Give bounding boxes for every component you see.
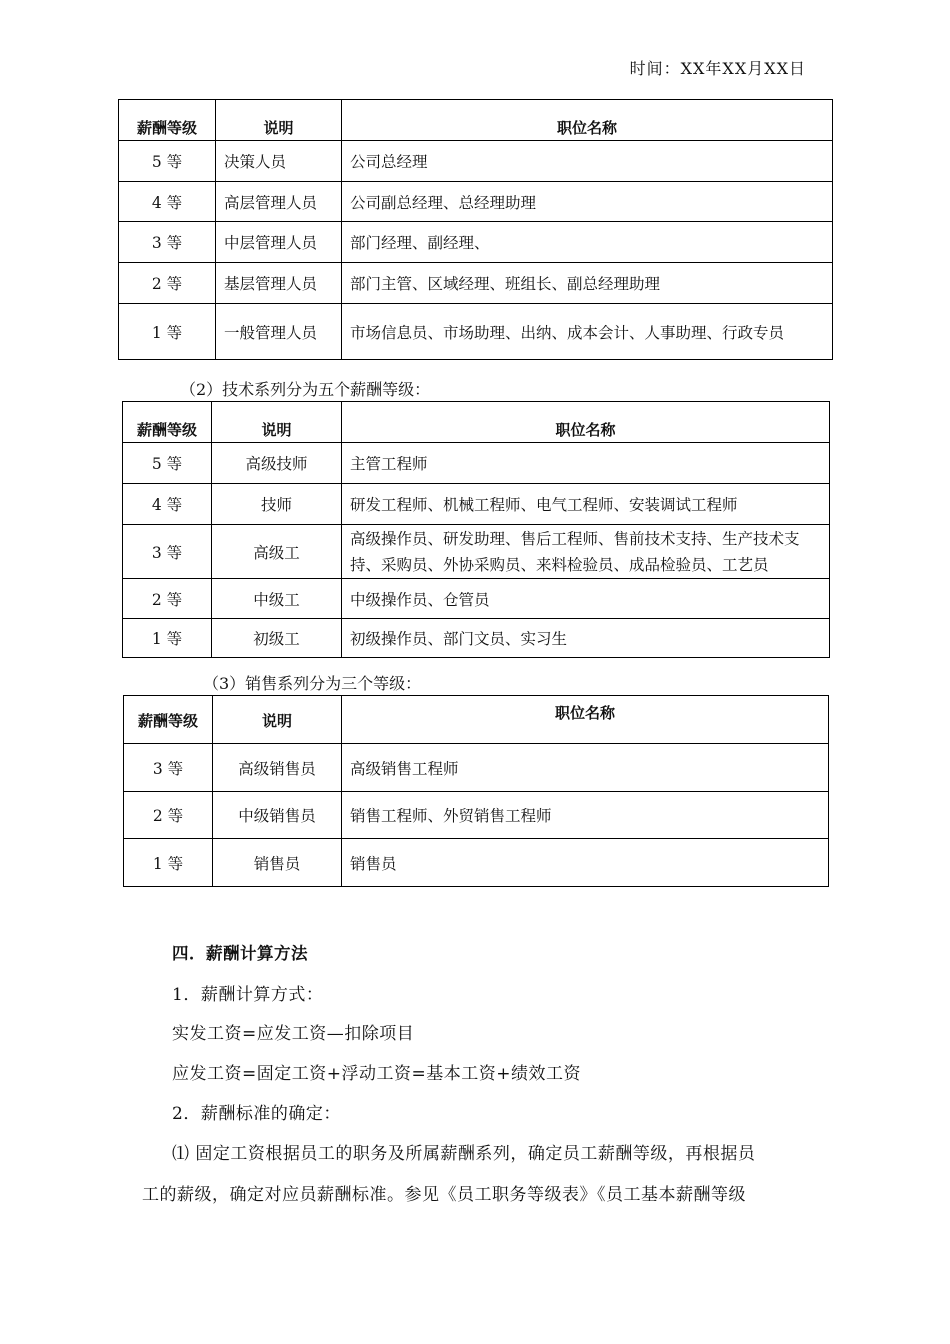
document-date: 时间：XX年XX月XX日 <box>629 59 806 78</box>
positions-cell: 部门主管、区域经理、班组长、副总经理助理 <box>342 263 833 304</box>
table-header-row <box>119 100 833 141</box>
description-cell: 决策人员 <box>216 141 342 182</box>
table-row <box>123 484 830 525</box>
table-row <box>119 141 833 182</box>
column-header: 薪酬等级 <box>123 402 212 443</box>
subheading-calc-method: 1．薪酬计算方式： <box>172 985 324 1005</box>
table-row <box>119 263 833 304</box>
table-row <box>124 744 829 792</box>
column-header: 说明 <box>213 696 342 744</box>
positions-cell: 高级操作员、研发助理、售后工程师、售前技术支持、生产技术支持、采购员、外协采购员、来料检验员、成品检验员、工艺员 <box>342 525 830 579</box>
grade-cell: 3 等 <box>124 744 213 792</box>
description-cell: 中层管理人员 <box>216 222 342 263</box>
column-header: 职位名称 <box>342 100 833 141</box>
table-row <box>124 792 829 839</box>
description-cell: 基层管理人员 <box>216 263 342 304</box>
positions-cell: 初级操作员、部门文员、实习生 <box>342 619 830 658</box>
table-row <box>119 182 833 222</box>
table-row <box>123 579 830 619</box>
positions-cell: 主管工程师 <box>342 443 830 484</box>
column-header: 职位名称 <box>342 696 829 744</box>
technical-series-caption: （2）技术系列分为五个薪酬等级： <box>180 380 431 399</box>
sales-series-caption: （3）销售系列分为三个等级： <box>203 674 422 693</box>
positions-cell: 研发工程师、机械工程师、电气工程师、安装调试工程师 <box>342 484 830 525</box>
grade-cell: 4 等 <box>119 182 216 222</box>
positions-cell: 公司副总经理、总经理助理 <box>342 182 833 222</box>
grade-cell: 5 等 <box>123 443 212 484</box>
table-header-row <box>123 402 830 443</box>
column-header: 职位名称 <box>342 402 830 443</box>
grade-cell: 4 等 <box>123 484 212 525</box>
formula-gross-pay: 应发工资=固定工资+浮动工资=基本工资+绩效工资 <box>172 1064 581 1084</box>
description-cell: 中级工 <box>212 579 342 619</box>
description-cell: 中级销售员 <box>213 792 342 839</box>
table-row <box>123 619 830 658</box>
column-header: 说明 <box>212 402 342 443</box>
description-cell: 初级工 <box>212 619 342 658</box>
column-header: 薪酬等级 <box>124 696 213 744</box>
positions-cell: 销售工程师、外贸销售工程师 <box>342 792 829 839</box>
grade-cell: 3 等 <box>119 222 216 263</box>
positions-cell: 高级销售工程师 <box>342 744 829 792</box>
description-cell: 技师 <box>212 484 342 525</box>
grade-cell: 1 等 <box>119 304 216 360</box>
positions-cell: 中级操作员、仓管员 <box>342 579 830 619</box>
table-row <box>123 443 830 484</box>
management-grade-table <box>118 99 833 360</box>
table-row <box>119 304 833 360</box>
section-heading: 四．薪酬计算方法 <box>172 944 308 963</box>
description-cell: 高级销售员 <box>213 744 342 792</box>
positions-cell: 销售员 <box>342 839 829 887</box>
paragraph-line: ⑴ 固定工资根据员工的职务及所属薪酬系列，确定员工薪酬等级，再根据员 <box>172 1144 756 1164</box>
table-header-row <box>124 696 829 744</box>
description-cell: 高级技师 <box>212 443 342 484</box>
table-row <box>123 525 830 579</box>
formula-net-pay: 实发工资=应发工资—扣除项目 <box>172 1024 415 1044</box>
grade-cell: 2 等 <box>119 263 216 304</box>
technical-grade-table <box>122 401 830 658</box>
grade-cell: 1 等 <box>124 839 213 887</box>
grade-cell: 1 等 <box>123 619 212 658</box>
description-cell: 高级工 <box>212 525 342 579</box>
description-cell: 一般管理人员 <box>216 304 342 360</box>
grade-cell: 5 等 <box>119 141 216 182</box>
subheading-standard: 2．薪酬标准的确定： <box>172 1104 341 1124</box>
description-cell: 高层管理人员 <box>216 182 342 222</box>
positions-cell: 市场信息员、市场助理、出纳、成本会计、人事助理、行政专员 <box>342 304 833 360</box>
column-header: 薪酬等级 <box>119 100 216 141</box>
paragraph-line: 工的薪级，确定对应员薪酬标准。参见《员工职务等级表》《员工基本薪酬等级 <box>142 1185 746 1205</box>
table-row <box>119 222 833 263</box>
description-cell: 销售员 <box>213 839 342 887</box>
sales-grade-table <box>123 695 829 887</box>
table-row <box>124 839 829 887</box>
positions-cell: 部门经理、副经理、 <box>342 222 833 263</box>
grade-cell: 3 等 <box>123 525 212 579</box>
grade-cell: 2 等 <box>123 579 212 619</box>
positions-cell: 公司总经理 <box>342 141 833 182</box>
column-header: 说明 <box>216 100 342 141</box>
grade-cell: 2 等 <box>124 792 213 839</box>
